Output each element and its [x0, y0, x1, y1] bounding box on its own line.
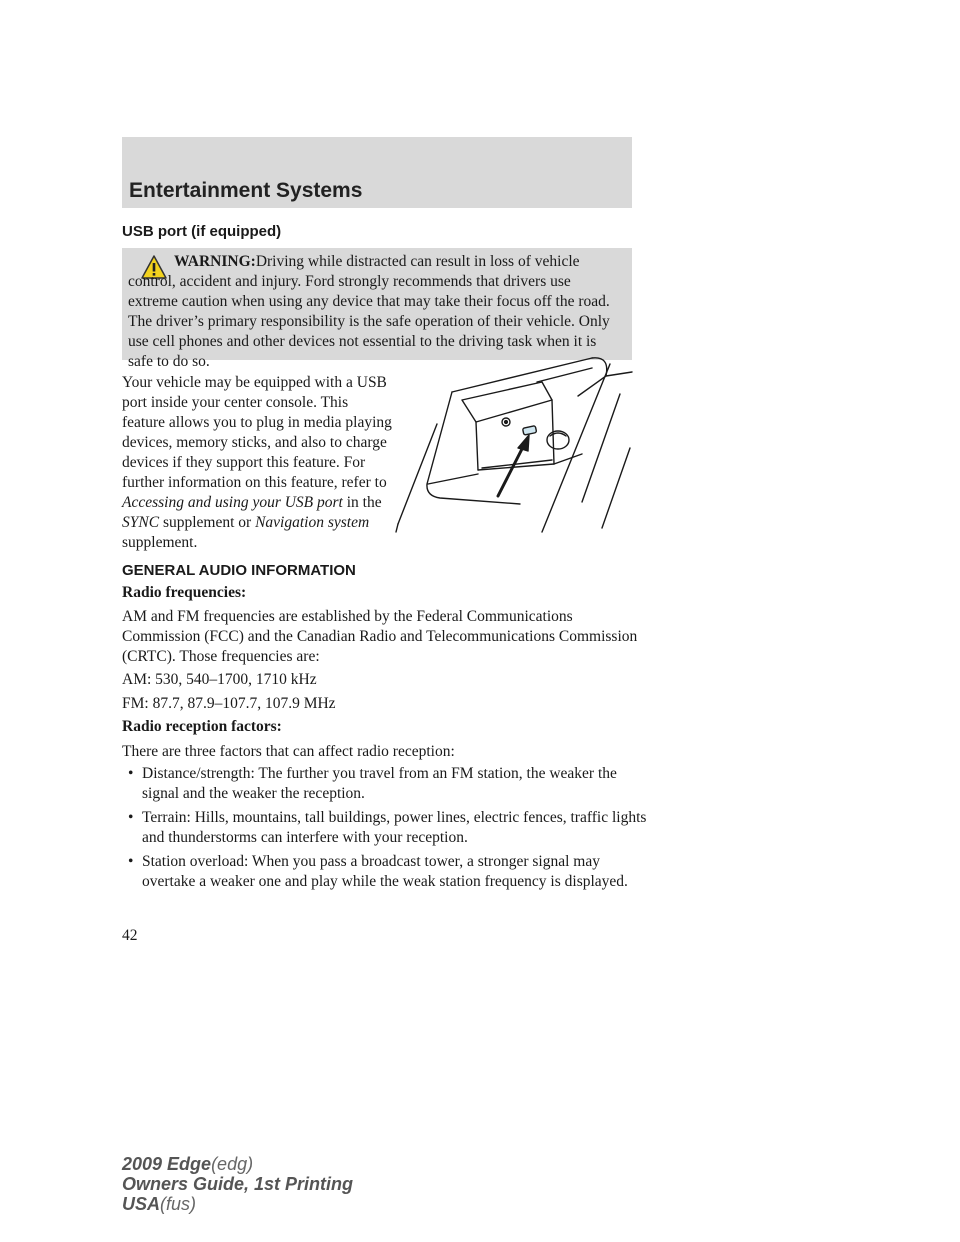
section-header: [122, 137, 632, 208]
list-item: [128, 852, 648, 892]
page-number: 42: [122, 927, 138, 944]
bullet-dot: •: [128, 853, 134, 870]
section-title: Entertainment Systems: [129, 179, 363, 202]
audio-heading: GENERAL AUDIO INFORMATION: [122, 562, 356, 579]
usb-ref-accessing: Accessing and using your USB port: [122, 494, 343, 511]
usb-heading: USB port (if equipped): [122, 223, 282, 240]
bullet-dot: •: [128, 809, 134, 826]
radio-frequencies-text: AM and FM frequencies are established by the Federal Communications Commission (FCC) and the Canadian Radio and Telecommunications Commission (CRTC). Those frequencies are:: [122, 608, 638, 665]
footer-guide: Owners Guide, 1st Printing: [122, 1174, 354, 1194]
fm-frequencies: FM: 87.7, 87.9–107.7, 107.9 MHz: [122, 695, 336, 712]
warning-label: WARNING:: [174, 253, 256, 270]
am-frequencies: AM: 530, 540–1700, 1710 kHz: [122, 671, 317, 688]
warning-box: [122, 248, 632, 370]
usb-body-4: supplement.: [122, 534, 198, 551]
bullet-dot: •: [128, 765, 134, 782]
bullet-text: Distance/strength: The further you travel from an FM station, the weaker the signal and the weaker the reception.: [142, 765, 617, 802]
radio-frequencies-label: Radio frequencies:: [122, 584, 247, 601]
footer-model-code: (edg): [211, 1154, 254, 1174]
warning-text: Driving while distracted can result in loss of vehicle control, accident and injury. Ford strongly recommends that drivers use extreme caution when using any device that may take their focus off the road. The driver’s primary responsibility is the safe operation of their vehicle. Only use cell phones and other devices not essential to the driving task when it is safe to do so.: [128, 253, 610, 370]
usb-description: [122, 373, 392, 553]
footer-region: USA: [122, 1194, 161, 1214]
footer-region-code: (fus): [160, 1194, 197, 1214]
list-item: [128, 764, 648, 804]
print-footer: [122, 1154, 353, 1214]
bullet-text: Station overload: When you pass a broadcast tower, a stronger signal may overtake a weaker one and play while the weak station frequency is displayed.: [142, 853, 628, 890]
footer-model: 2009 Edge: [122, 1154, 212, 1174]
usb-ref-navigation: Navigation system: [255, 514, 370, 531]
usb-body-2: in the: [342, 494, 382, 511]
usb-body-3: supplement or: [159, 514, 256, 531]
usb-port-illustration: [392, 352, 642, 542]
radio-reception-label: Radio reception factors:: [122, 718, 282, 735]
usb-body-1: Your vehicle may be equipped with a USB port inside your center console. This feature allows you to plug in media playing devices, memory sticks, and also to charge devices if they support this feature. For further information on this feature, refer to: [122, 374, 392, 491]
list-item: [128, 808, 648, 848]
bullet-text: Terrain: Hills, mountains, tall buildings, power lines, electric fences, traffic lights and thunderstorms can interfere with your reception.: [142, 809, 647, 846]
radio-reception-intro: There are three factors that can affect radio reception:: [122, 743, 455, 760]
usb-ref-sync: SYNC: [122, 514, 160, 531]
